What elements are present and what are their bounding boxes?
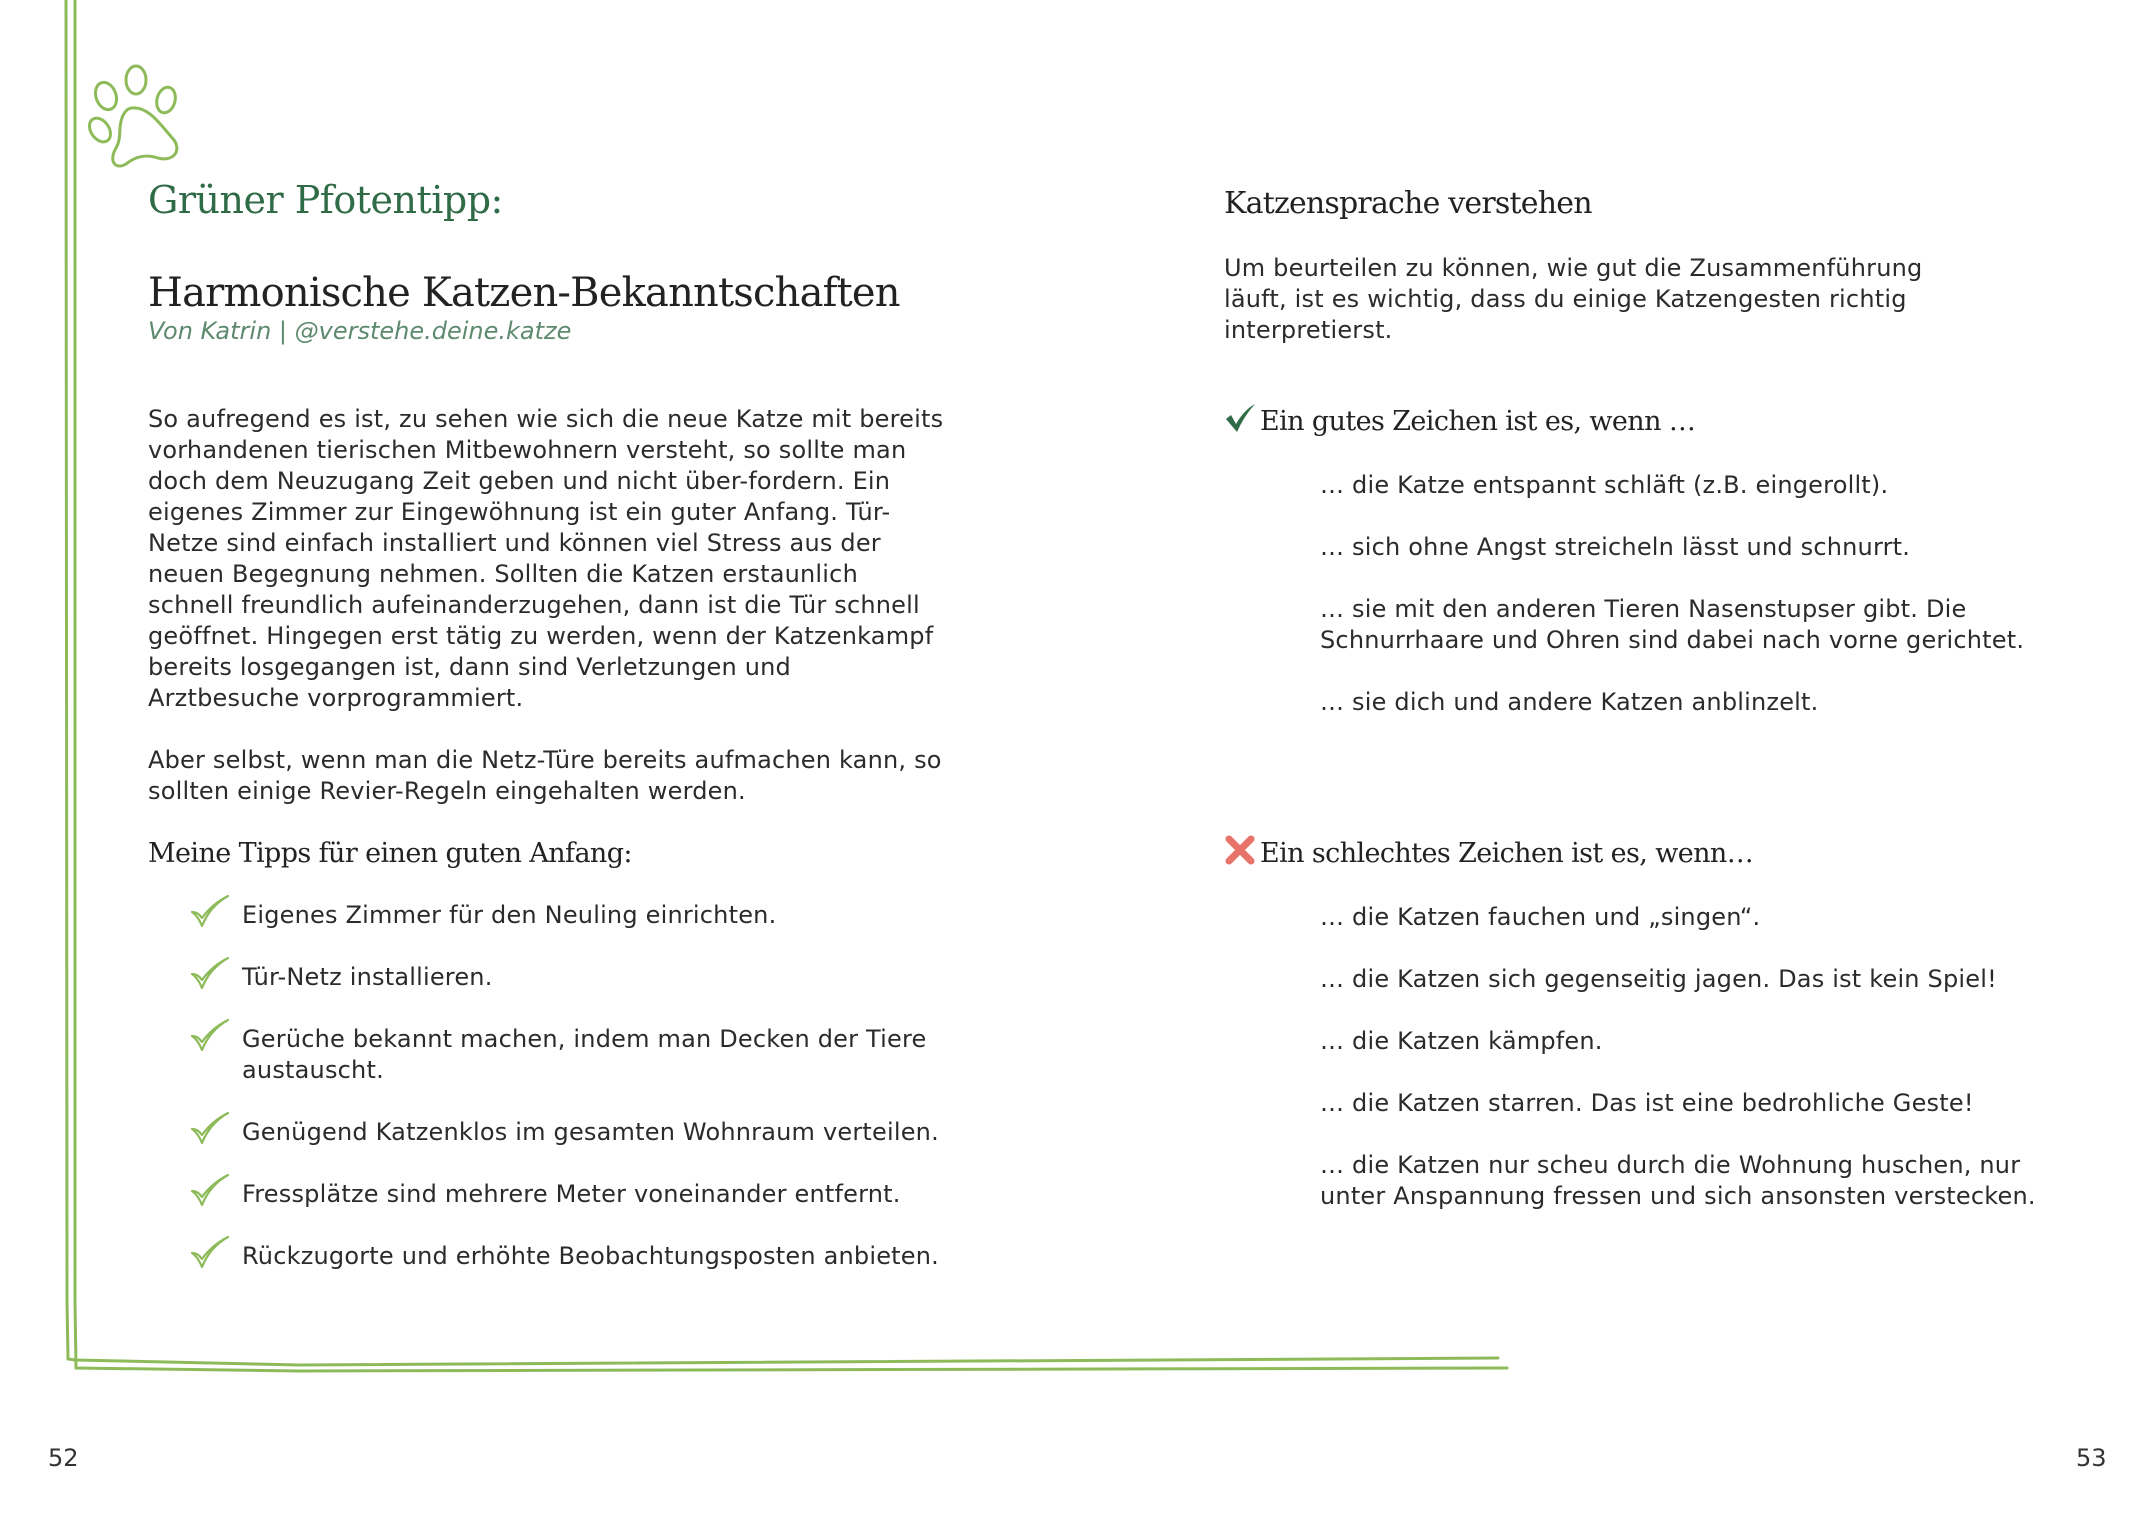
section-intro: Um beurteilen zu können, wie gut die Zusammenführung läuft, ist es wichtig, dass du einige Katzengesten richtig interpretierst. <box>1224 254 1923 344</box>
list-item: … die Katzen nur scheu durch die Wohnung huschen, nur unter Anspannung fressen und sich ansonsten verstecken. <box>1320 1151 2036 1210</box>
paw-outline-icon <box>88 64 184 168</box>
list-item <box>190 1179 950 1210</box>
bad-heading-text: Ein schlechtes Zeichen ist es, wenn… <box>1260 838 1754 869</box>
list-item <box>190 1117 950 1148</box>
tip-label: Grüner Pfotentipp: <box>148 178 503 222</box>
tip-text: Rückzugorte und erhöhte Beobachtungsposten anbieten. <box>242 1242 939 1270</box>
good-signs-heading <box>1224 402 1695 437</box>
section-title: Katzensprache verstehen <box>1224 186 1592 221</box>
list-item <box>190 1241 950 1272</box>
check-outline-icon <box>190 894 230 928</box>
tip-text: Fressplätze sind mehrere Meter voneinander entfernt. <box>242 1180 901 1208</box>
list-item: … die Katzen fauchen und „singen“. <box>1320 903 1761 931</box>
byline: Von Katrin | @verstehe.deine.katze <box>148 317 572 345</box>
good-signs-list <box>1320 470 2040 749</box>
paragraph: So aufregend es ist, zu sehen wie sich die neue Katze mit bereits vorhandenen tierischen Mitbewohnern versteht, so sollte man doch dem Neuzugang Zeit geben und nicht über-fordern. Ein eigenes Zimmer zur Eingewöhnung ist ein guter Anfang. Tür-Netze sind einfach installiert und können viel Stress aus der neuen Begegnung nehmen. Sollten die Katzen erstaunlich schnell freundlich aufeinanderzugehen, dann ist die Tür schnell geöffnet. Hingegen erst tätig zu werden, wenn der Katzenkampf bereits losgegangen ist, dann sind Verletzungen und Arztbesuche vorprogrammiert. <box>148 405 944 712</box>
list-item: … sie dich und andere Katzen anblinzelt. <box>1320 688 1819 716</box>
check-icon <box>1224 402 1256 434</box>
list-item: … die Katzen kämpfen. <box>1320 1027 1603 1055</box>
tip-text: Gerüche bekannt machen, indem man Decken der Tiere austauscht. <box>242 1025 927 1084</box>
good-heading-text: Ein gutes Zeichen ist es, wenn … <box>1260 406 1696 437</box>
page-number: 52 <box>48 1444 79 1472</box>
article-body <box>148 404 948 838</box>
bad-signs-heading <box>1224 834 1753 869</box>
check-outline-icon <box>190 1111 230 1145</box>
list-item: … sie mit den anderen Tieren Nasenstupser gibt. Die Schnurrhaare und Ohren sind dabei nach vorne gerichtet. <box>1320 595 2025 654</box>
check-outline-icon <box>190 1018 230 1052</box>
tips-list <box>190 900 950 1303</box>
list-item <box>190 962 950 993</box>
list-item: … die Katze entspannt schläft (z.B. eingerollt). <box>1320 471 1889 499</box>
tip-text: Genügend Katzenklos im gesamten Wohnraum verteilen. <box>242 1118 939 1146</box>
tip-text: Eigenes Zimmer für den Neuling einrichten. <box>242 901 777 929</box>
cross-icon <box>1224 834 1256 866</box>
list-item <box>190 1024 950 1086</box>
page-number: 53 <box>2076 1444 2107 1472</box>
check-outline-icon <box>190 1173 230 1207</box>
bad-signs-list <box>1320 902 2040 1243</box>
list-item: … die Katzen sich gegenseitig jagen. Das ist kein Spiel! <box>1320 965 1997 993</box>
list-item: … sich ohne Angst streicheln lässt und schnurrt. <box>1320 533 1911 561</box>
check-outline-icon <box>190 1235 230 1269</box>
list-item: … die Katzen starren. Das ist eine bedrohliche Geste! <box>1320 1089 1974 1117</box>
article-title: Harmonische Katzen-Bekanntschaften <box>148 270 900 316</box>
list-item <box>190 900 950 931</box>
paragraph: Aber selbst, wenn man die Netz-Türe bereits aufmachen kann, so sollten einige Revier-Regeln eingehalten werden. <box>148 746 942 805</box>
tips-heading: Meine Tipps für einen guten Anfang: <box>148 838 632 869</box>
check-outline-icon <box>190 956 230 990</box>
tip-text: Tür-Netz installieren. <box>242 963 493 991</box>
